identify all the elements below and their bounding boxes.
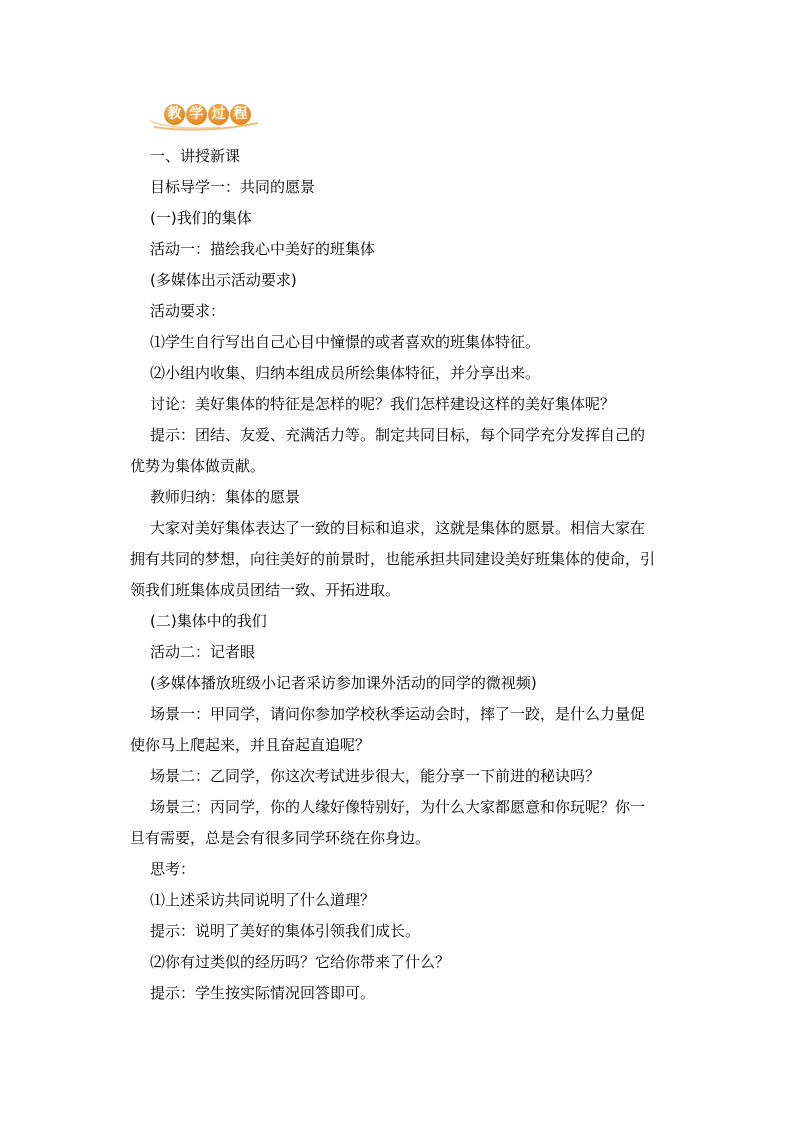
badge-char: 教: [164, 104, 185, 125]
question-item: ⑴上述采访共同说明了什么道理？: [150, 891, 376, 909]
lesson-body: [130, 141, 660, 1009]
section-badge: [150, 101, 262, 133]
section-heading: 一、讲授新课: [150, 147, 241, 165]
activity-heading: 活动二：记者眼: [150, 643, 256, 661]
scene-text-cont: 旦有需要，总是会有很多同学环绕在你身边。: [130, 829, 431, 847]
teacher-summary-heading: 教师归纳：集体的愿景: [150, 488, 301, 506]
summary-text-cont: 领我们班集体成员团结一致、开拓进取。: [130, 581, 401, 599]
activity-heading: 活动一：描绘我心中美好的班集体: [150, 240, 376, 258]
summary-text-cont: 拥有共同的梦想，向往美好的前景时，也能承担共同建设美好班集体的使命，引: [130, 550, 656, 568]
hint-text: 提示：学生按实际情况回答即可。: [150, 984, 376, 1002]
media-note: (多媒体播放班级小记者采访参加课外活动的同学的微视频): [150, 674, 537, 692]
scene-text: 场景三：丙同学，你的人缘好像特别好，为什么大家都愿意和你玩呢？你一: [150, 798, 646, 816]
scene-text: 场景一：甲同学，请问你参加学校秋季运动会时，摔了一跤，是什么力量促: [150, 705, 646, 723]
requirement-item: ⑵小组内收集、归纳本组成员所绘集体特征，并分享出来。: [150, 364, 541, 382]
hint-text-cont: 优势为集体做贡献。: [130, 457, 266, 475]
badge-char: 过: [208, 104, 229, 125]
discussion-text: 讨论：美好集体的特征是怎样的呢？我们怎样建设这样的美好集体呢？: [150, 395, 616, 413]
requirement-label: 活动要求：: [150, 302, 226, 320]
scene-text: 场景二：乙同学，你这次考试进步很大，能分享一下前进的秘诀吗？: [150, 767, 601, 785]
subsection-heading: (一)我们的集体: [150, 209, 252, 227]
question-item: ⑵你有过类似的经历吗？它给你带来了什么？: [150, 953, 451, 971]
goal-heading: 目标导学一：共同的愿景: [150, 178, 316, 196]
think-label: 思考：: [150, 860, 196, 878]
requirement-item: ⑴学生自行写出自己心目中憧憬的或者喜欢的班集体特征。: [150, 333, 541, 351]
media-note: (多媒体出示活动要求): [150, 271, 297, 289]
badge-char: 程: [230, 104, 251, 125]
scene-text-cont: 使你马上爬起来，并且奋起直追呢？: [130, 736, 371, 754]
subsection-heading: (二)集体中的我们: [150, 612, 267, 630]
hint-text: 提示：说明了美好的集体引领我们成长。: [150, 922, 421, 940]
summary-text: 大家对美好集体表达了一致的目标和追求，这就是集体的愿景。相信大家在: [150, 519, 646, 537]
badge-char: 学: [186, 104, 207, 125]
hint-text: 提示：团结、友爱、充满活力等。制定共同目标，每个同学充分发挥自己的: [150, 426, 646, 444]
